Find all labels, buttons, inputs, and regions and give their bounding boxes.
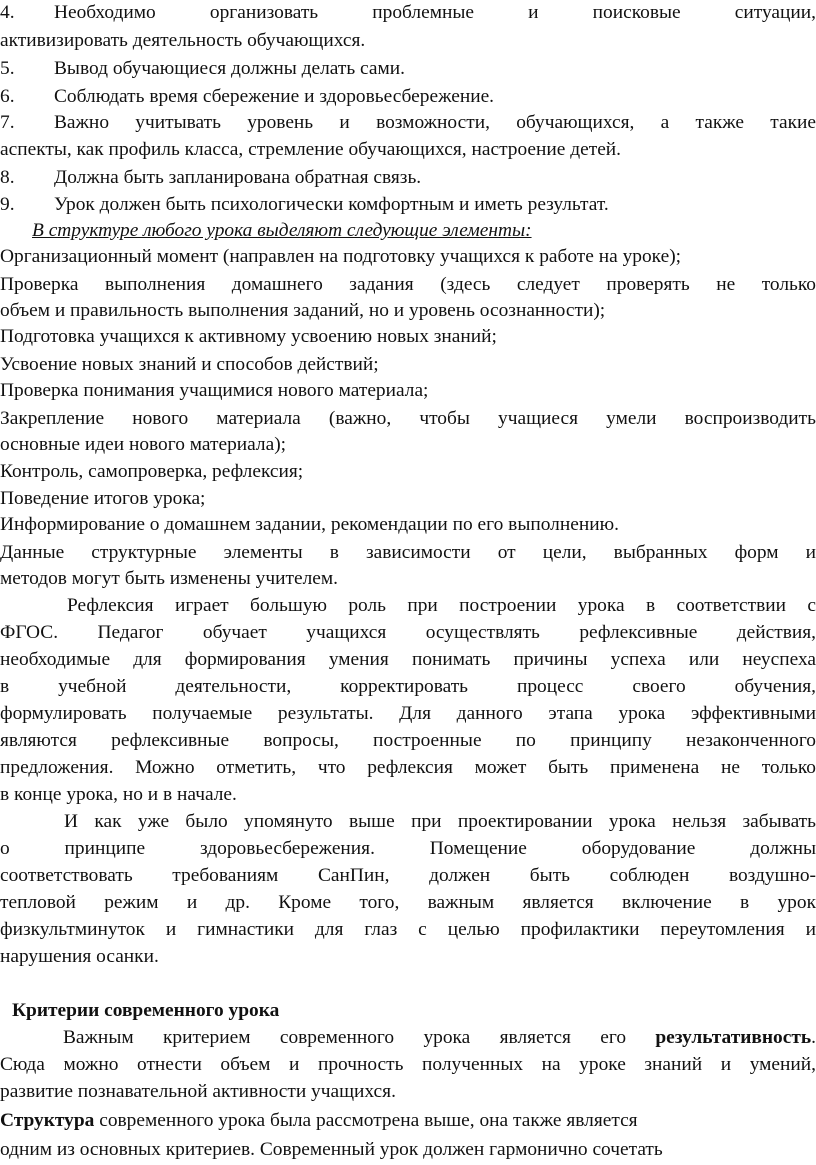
paragraph-line: ФГОС. Педагог обучает учащихся осуществлять рефлексивные действия, (0, 622, 816, 643)
paragraph-line: в конце урока, но и в начале. (0, 784, 237, 805)
structure-element-2: Проверка выполнения домашнего задания (здесь следует проверять не только (0, 274, 816, 295)
structure-element-3: Подготовка учащихся к активному усвоению новых знаний; (0, 326, 497, 347)
paragraph-line: в учебной деятельности, корректировать процесс своего обучения, (0, 676, 816, 697)
list-item-6 (0, 84, 816, 110)
paragraph-line: одним из основных критериев. Современный урок должен гармонично сочетать (0, 1139, 663, 1160)
paragraph-line: Рефлексия играет большую роль при построении урока в соответствии с (67, 595, 816, 616)
paragraph-line: физкультминуток и гимнастики для глаз с целью профилактики переутомления и (0, 919, 816, 940)
structure-element-2-continuation: объем и правильность выполнения заданий, но и уровень осознанности); (0, 300, 606, 321)
paragraph-line: формулировать получаемые результаты. Для данного этапа урока эффективными (0, 703, 816, 724)
list-item-8 (0, 165, 816, 191)
paragraph-line: о принципе здоровьесбережения. Помещение оборудование должны (0, 838, 816, 859)
list-item-4-continuation: активизировать деятельность обучающихся. (0, 30, 366, 51)
list-number: 8. (0, 167, 15, 188)
list-text: Должна быть запланирована обратная связь. (54, 167, 422, 188)
paragraph-line: являются рефлексивные вопросы, построенные по принципу незаконченного (0, 730, 816, 751)
paragraph-line: И как уже было упомянуто выше при проектировании урока нельзя забывать (64, 811, 816, 832)
paragraph-line: Данные структурные элементы в зависимости от цели, выбранных форм и (0, 542, 816, 563)
paragraph-line: нарушения осанки. (0, 946, 159, 967)
list-number: 5. (0, 58, 15, 79)
paragraph-line: соответствовать требованиям СанПин, должен быть соблюден воздушно- (0, 865, 816, 886)
structure-element-6-continuation: основные идеи нового материала); (0, 434, 287, 455)
list-item-7 (0, 110, 816, 136)
structure-heading: В структуре любого урока выделяют следующие элементы: (32, 220, 532, 241)
structure-element-6: Закрепление нового материала (важно, чтобы учащиеся умели воспроизводить (0, 408, 816, 429)
paragraph-line: необходимые для формирования умения понимать причины успеха или неуспеха (0, 649, 816, 670)
criteria-heading: Критерии современного урока (12, 1000, 280, 1021)
criteria-paragraph-2: Структура современного урока была рассмотрена выше, она также является (0, 1110, 638, 1131)
list-number: 7. (0, 112, 15, 133)
structure-element-4: Усвоение новых знаний и способов действий; (0, 354, 379, 375)
list-text: Вывод обучающиеся должны делать сами. (54, 58, 405, 79)
list-text: Урок должен быть психологически комфортным и иметь результат. (54, 194, 609, 215)
paragraph-line: Сюда можно отнести объем и прочность полученных на уроке знаний и умений, (0, 1054, 816, 1075)
list-item-7-continuation: аспекты, как профиль класса, стремление обучающихся, настроение детей. (0, 139, 622, 160)
list-number: 6. (0, 86, 15, 107)
list-text: Необходимо организовать проблемные и поисковые ситуации, (54, 2, 816, 23)
list-item-4 (0, 0, 816, 26)
structure-element-1: Организационный момент (направлен на подготовку учащихся к работе на уроке); (0, 246, 682, 267)
paragraph-line: методов могут быть изменены учителем. (0, 568, 338, 589)
emphasis-result: результативность (655, 1027, 812, 1048)
list-text: Важно учитывать уровень и возможности, обучающихся, а также такие (54, 112, 816, 133)
list-item-5 (0, 56, 816, 82)
structure-element-7: Контроль, самопроверка, рефлексия; (0, 461, 304, 482)
paragraph-line: развитие познавательной активности учащихся. (0, 1081, 396, 1102)
structure-element-9: Информирование о домашнем задании, рекомендации по его выполнению. (0, 514, 619, 535)
list-number: 9. (0, 194, 15, 215)
structure-element-8: Поведение итогов урока; (0, 488, 206, 509)
list-text: Соблюдать время сбережение и здоровьесбережение. (54, 86, 495, 107)
paragraph-line: предложения. Можно отметить, что рефлексия может быть применена не только (0, 757, 816, 778)
emphasis-structure: Структура (0, 1110, 95, 1131)
structure-element-5: Проверка понимания учащимися нового материала; (0, 380, 429, 401)
list-item-9 (0, 192, 816, 218)
criteria-paragraph-1: Важным критерием современного урока является его результативность. (63, 1027, 816, 1048)
paragraph-line: тепловой режим и др. Кроме того, важным является включение в урок (0, 892, 816, 913)
list-number: 4. (0, 2, 15, 23)
